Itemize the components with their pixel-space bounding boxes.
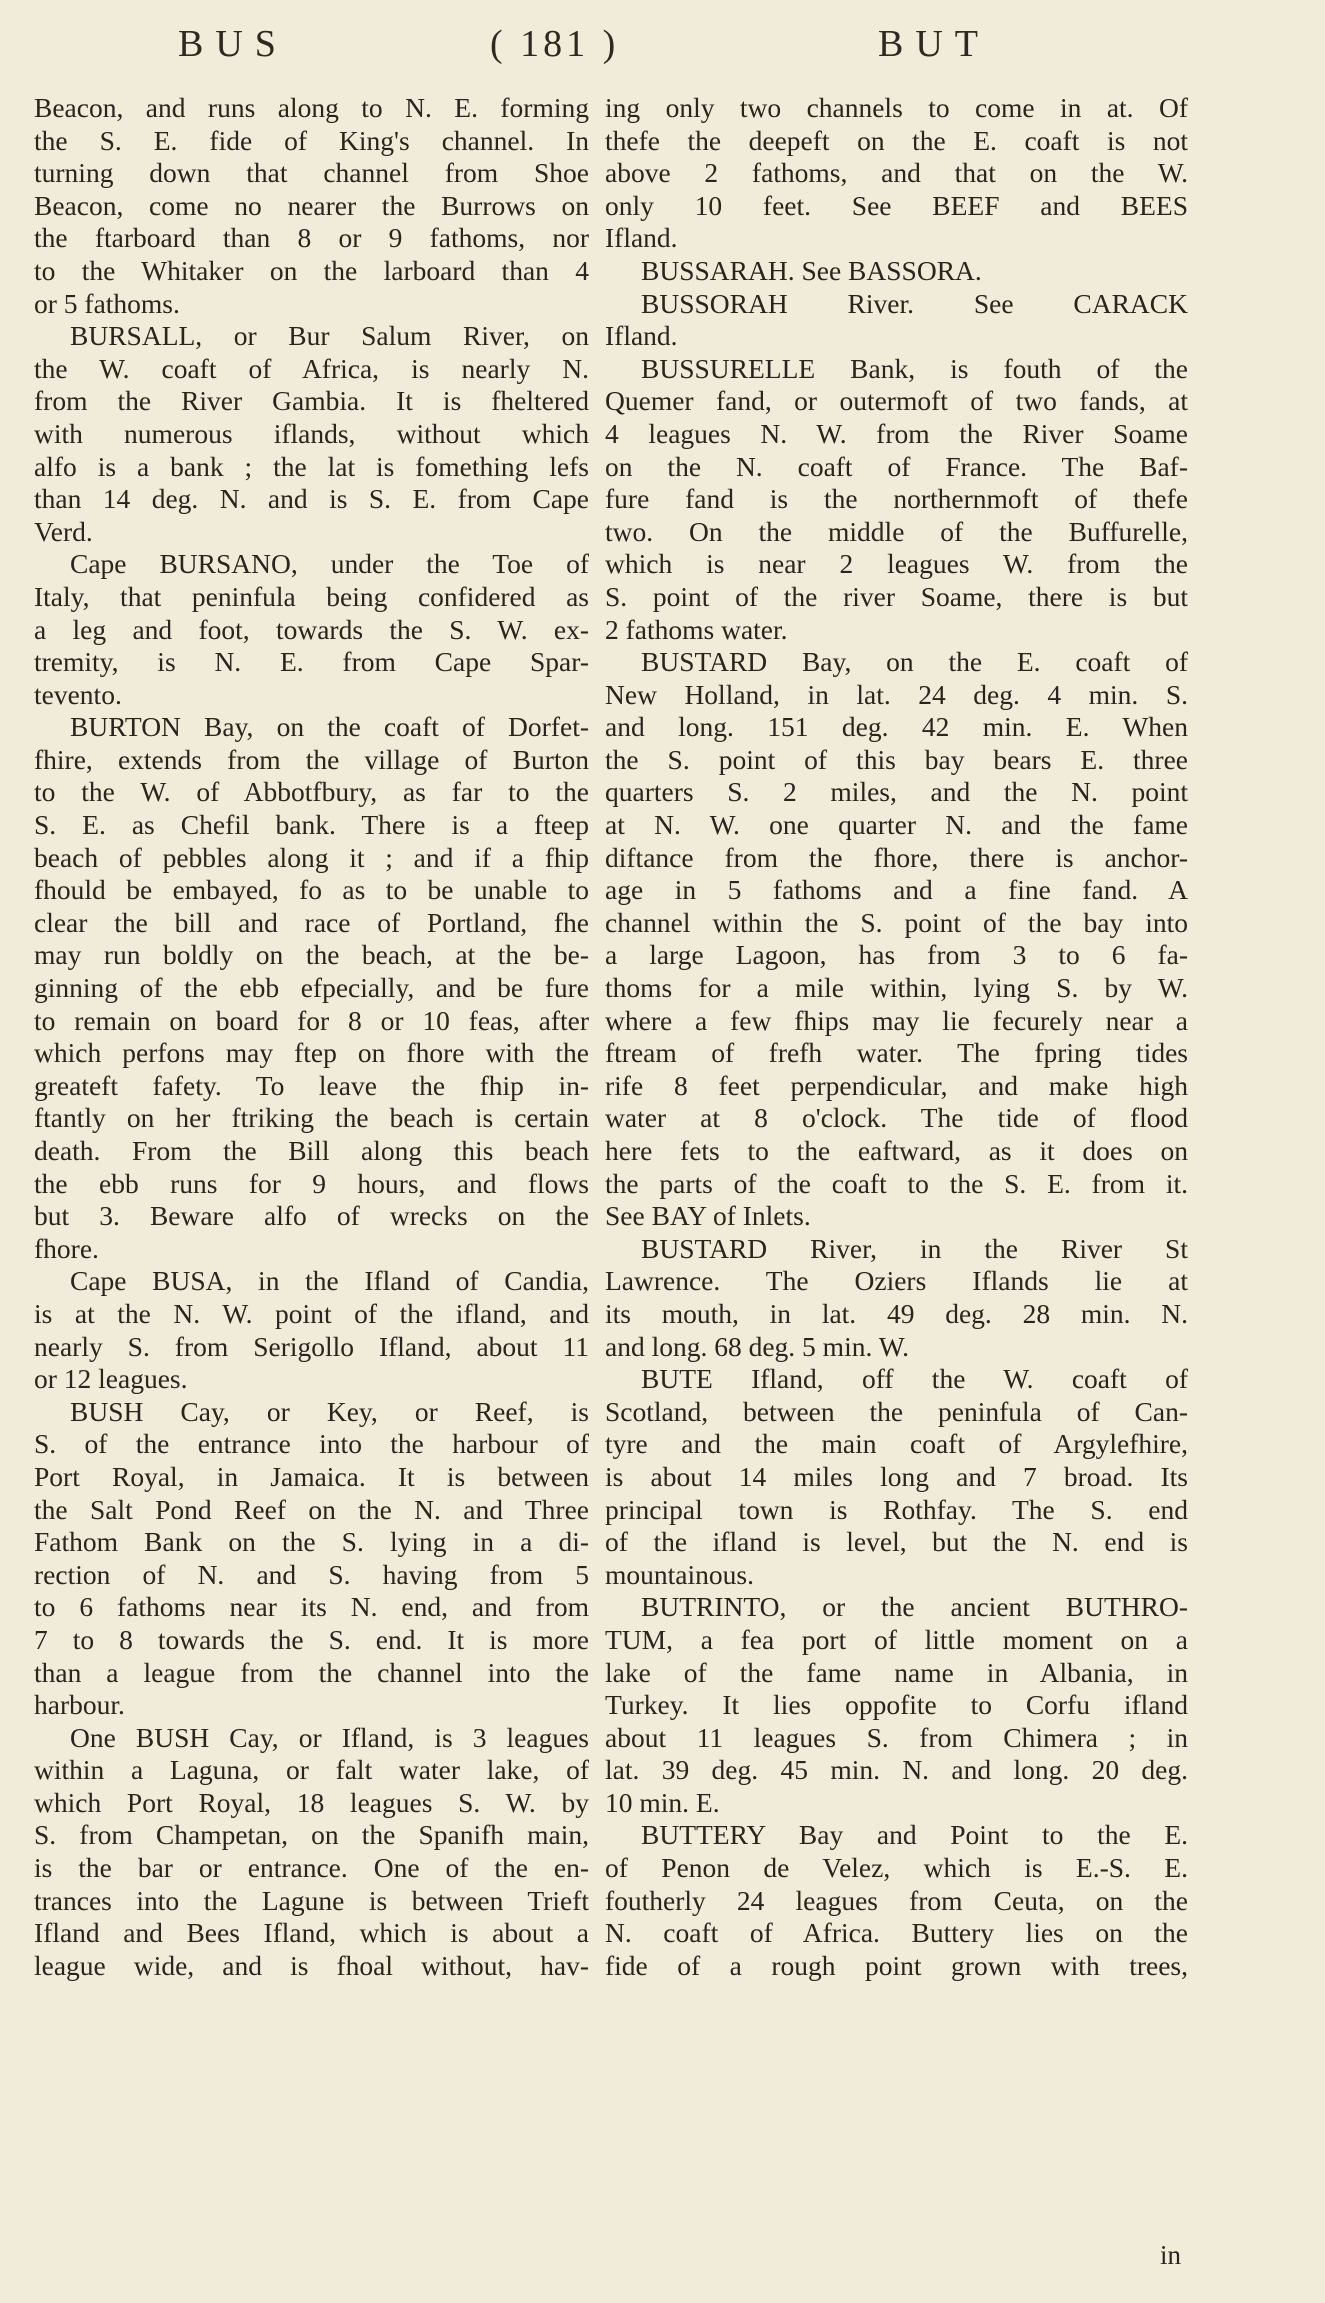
text-line: BUSTARD Bay, on the E. coaft of	[641, 646, 1188, 678]
text-line: diftance from the fhore, there is anchor-	[605, 841, 1188, 873]
text-line: fide of a rough point grown with trees,	[605, 1949, 1188, 1981]
text-line: BUTRINTO, or the ancient BUTHRO-	[641, 1591, 1188, 1623]
text-line: quarters S. 2 miles, and the N. point	[605, 776, 1188, 808]
text-line: Quemer fand, or outermoft of two fands, at	[605, 385, 1188, 417]
text-line: Lawrence. The Oziers Iflands lie at	[605, 1265, 1188, 1297]
text-line: 7 to 8 towards the S. end. It is more	[34, 1623, 589, 1655]
text-line: than a league from the channel into the	[34, 1656, 589, 1688]
text-line: BUSH Cay, or Key, or Reef, is	[70, 1395, 589, 1427]
text-line: Ifland.	[605, 222, 678, 254]
text-line: and long. 68 deg. 5 min. W.	[605, 1330, 910, 1362]
text-line: the ebb runs for 9 hours, and flows	[34, 1167, 589, 1199]
text-line: BUTTERY Bay and Point to the E.	[641, 1819, 1188, 1851]
text-line: 2 fathoms water.	[605, 613, 788, 645]
text-line: New Holland, in lat. 24 deg. 4 min. S.	[605, 678, 1188, 710]
text-line: rection of N. and S. having from 5	[34, 1558, 589, 1590]
text-line: is about 14 miles long and 7 broad. Its	[605, 1460, 1188, 1492]
text-line: Italy, that peninfula being confidered as	[34, 580, 589, 612]
text-line: BUSSARAH. See BASSORA.	[641, 254, 982, 286]
text-line: to the W. of Abbotfbury, as far to the	[34, 776, 589, 808]
text-line: BUSTARD River, in the River St	[641, 1232, 1188, 1264]
text-line: lake of the fame name in Albania, in	[605, 1656, 1188, 1688]
text-line: ginning of the ebb efpecially, and be fure	[34, 972, 589, 1004]
text-line: ing only two channels to come in at. Of	[605, 92, 1188, 123]
text-line: the ftarboard than 8 or 9 fathoms, nor	[34, 222, 589, 254]
header-right-word: BUT	[878, 23, 990, 65]
text-line: here fets to the eaftward, as it does on	[605, 1135, 1188, 1166]
text-line: which perfons may ftep on fhore with the	[34, 1037, 589, 1069]
text-line: One BUSH Cay, or Ifland, is 3 leagues	[70, 1721, 589, 1753]
text-line: thefe the deepeft on the E. coaft is not	[605, 124, 1188, 156]
text-line: tevento.	[34, 678, 122, 710]
running-header	[160, 22, 990, 92]
text-line: above 2 fathoms, and that on the W.	[605, 157, 1188, 189]
text-line: fhore.	[34, 1232, 99, 1264]
text-line: TUM, a fea port of little moment on a	[605, 1623, 1188, 1655]
text-line: S. point of the river Soame, there is but	[605, 580, 1188, 612]
text-line: tyre and the main coaft of Argylefhire,	[605, 1428, 1188, 1460]
text-line: mountainous.	[605, 1558, 754, 1590]
text-line: from the River Gambia. It is fheltered	[34, 385, 589, 417]
text-line: Turkey. It lies oppofite to Corfu ifland	[605, 1689, 1188, 1721]
text-line: with numerous iflands, without which	[34, 417, 589, 449]
text-line: within a Laguna, or falt water lake, of	[34, 1754, 589, 1786]
text-line: BURSALL, or Bur Salum River, on	[70, 320, 589, 352]
text-line: age in 5 fathoms and a fine fand. A	[605, 874, 1188, 906]
header-left-word: BUS	[178, 23, 288, 65]
text-line: Scotland, between the peninfula of Can-	[605, 1395, 1188, 1427]
text-line: greateft fafety. To leave the fhip in-	[34, 1069, 589, 1101]
text-line: its mouth, in lat. 49 deg. 28 min. N.	[605, 1297, 1188, 1329]
text-line: Port Royal, in Jamaica. It is between	[34, 1460, 589, 1492]
text-line: fhire, extends from the village of Burton	[34, 743, 589, 775]
text-line: the S. point of this bay bears E. three	[605, 743, 1188, 775]
text-line: thoms for a mile within, lying S. by W.	[605, 972, 1188, 1004]
catchword: in	[1160, 2240, 1182, 2270]
text-line: a leg and foot, towards the S. W. ex-	[34, 613, 589, 645]
text-line: Beacon, come no nearer the Burrows on	[34, 189, 589, 221]
text-line: nearly S. from Serigollo Ifland, about 11	[34, 1330, 589, 1362]
text-line: fure fand is the northernmoft of thefe	[605, 483, 1188, 515]
text-line: death. From the Bill along this beach	[34, 1135, 589, 1166]
text-line: the Salt Pond Reef on the N. and Three	[34, 1493, 589, 1525]
text-line: the W. coaft of Africa, is nearly N.	[34, 352, 589, 384]
text-line: trances into the Lagune is between Trieft	[34, 1884, 589, 1916]
text-line: principal town is Rothfay. The S. end	[605, 1493, 1188, 1525]
text-line: S. from Champetan, on the Spanifh main,	[34, 1819, 589, 1851]
text-line: is at the N. W. point of the ifland, and	[34, 1297, 589, 1329]
text-line: at N. W. one quarter N. and the fame	[605, 809, 1188, 841]
text-line: only 10 feet. See BEEF and BEES	[605, 189, 1188, 221]
text-line: See BAY of Inlets.	[605, 1200, 811, 1232]
text-line: the parts of the coaft to the S. E. from it.	[605, 1167, 1188, 1199]
text-line: fhould be embayed, fo as to be unable to	[34, 874, 589, 906]
text-line: to remain on board for 8 or 10 feas, after	[34, 1004, 589, 1036]
text-line: 4 leagues N. W. from the River Soame	[605, 417, 1188, 449]
text-line: alfo is a bank ; the lat is fomething lefs	[34, 450, 589, 482]
text-line: channel within the S. point of the bay into	[605, 906, 1188, 938]
text-line: where a few fhips may lie fecurely near a	[605, 1004, 1188, 1036]
left-column	[34, 92, 589, 1982]
text-line: harbour.	[34, 1689, 125, 1721]
text-line: BUSSORAH River. See CARACK	[641, 287, 1188, 319]
text-line: which is near 2 leagues W. from the	[605, 548, 1188, 580]
text-line: beach of pebbles along it ; and if a fhip	[34, 841, 589, 873]
text-line: a large Lagoon, has from 3 to 6 fa-	[605, 939, 1188, 971]
text-line: clear the bill and race of Portland, fhe	[34, 906, 589, 938]
text-line: tremity, is N. E. from Cape Spar-	[34, 646, 589, 678]
text-line: of Penon de Velez, which is E.-S. E.	[605, 1852, 1188, 1884]
text-line: ftantly on her ftriking the beach is certain	[34, 1102, 589, 1134]
text-line: two. On the middle of the Buffurelle,	[605, 515, 1188, 547]
text-line: or 5 fathoms.	[34, 287, 180, 319]
text-line: may run boldly on the beach, at the be-	[34, 939, 589, 971]
text-line: of the ifland is level, but the N. end is	[605, 1526, 1188, 1558]
text-line: N. coaft of Africa. Buttery lies on the	[605, 1917, 1188, 1949]
text-line: Ifland and Bees Ifland, which is about a	[34, 1917, 589, 1949]
text-line: but 3. Beware alfo of wrecks on the	[34, 1200, 589, 1232]
text-line: BURTON Bay, on the coaft of Dorfet-	[70, 711, 589, 743]
text-line: ftream of frefh water. The fpring tides	[605, 1037, 1188, 1069]
text-line: S. E. as Chefil bank. There is a fteep	[34, 809, 589, 841]
text-line: Cape BUSA, in the Ifland of Candia,	[70, 1265, 589, 1297]
text-line: rife 8 feet perpendicular, and make high	[605, 1069, 1188, 1101]
text-line: than 14 deg. N. and is S. E. from Cape	[34, 483, 589, 515]
text-line: 10 min. E.	[605, 1786, 720, 1818]
text-line: about 11 leagues S. from Chimera ; in	[605, 1721, 1188, 1753]
text-line: Fathom Bank on the S. lying in a di-	[34, 1526, 589, 1558]
text-line: and long. 151 deg. 42 min. E. When	[605, 711, 1188, 743]
text-line: turning down that channel from Shoe	[34, 157, 589, 189]
text-line: league wide, and is fhoal without, hav-	[34, 1949, 589, 1981]
text-line: Ifland.	[605, 320, 678, 352]
text-line: BUSSURELLE Bank, is fouth of the	[641, 352, 1188, 384]
text-line: water at 8 o'clock. The tide of flood	[605, 1102, 1188, 1134]
text-line: which Port Royal, 18 leagues S. W. by	[34, 1786, 589, 1818]
text-line: or 12 leagues.	[34, 1363, 188, 1395]
page-number: ( 181 )	[490, 23, 620, 65]
text-line: BUTE Ifland, off the W. coaft of	[641, 1363, 1188, 1395]
right-column	[605, 92, 1188, 1982]
text-line: Verd.	[34, 515, 93, 547]
text-line: the S. E. fide of King's channel. In	[34, 124, 589, 156]
text-line: to 6 fathoms near its N. end, and from	[34, 1591, 589, 1623]
text-line: on the N. coaft of France. The Baf-	[605, 450, 1188, 482]
text-line: foutherly 24 leagues from Ceuta, on the	[605, 1884, 1188, 1916]
text-line: is the bar or entrance. One of the en-	[34, 1852, 589, 1884]
text-line: lat. 39 deg. 45 min. N. and long. 20 deg.	[605, 1754, 1188, 1786]
text-line: to the Whitaker on the larboard than 4	[34, 254, 589, 286]
text-line: Cape BURSANO, under the Toe of	[70, 548, 589, 580]
text-line: Beacon, and runs along to N. E. forming	[34, 92, 589, 123]
text-line: S. of the entrance into the harbour of	[34, 1428, 589, 1460]
